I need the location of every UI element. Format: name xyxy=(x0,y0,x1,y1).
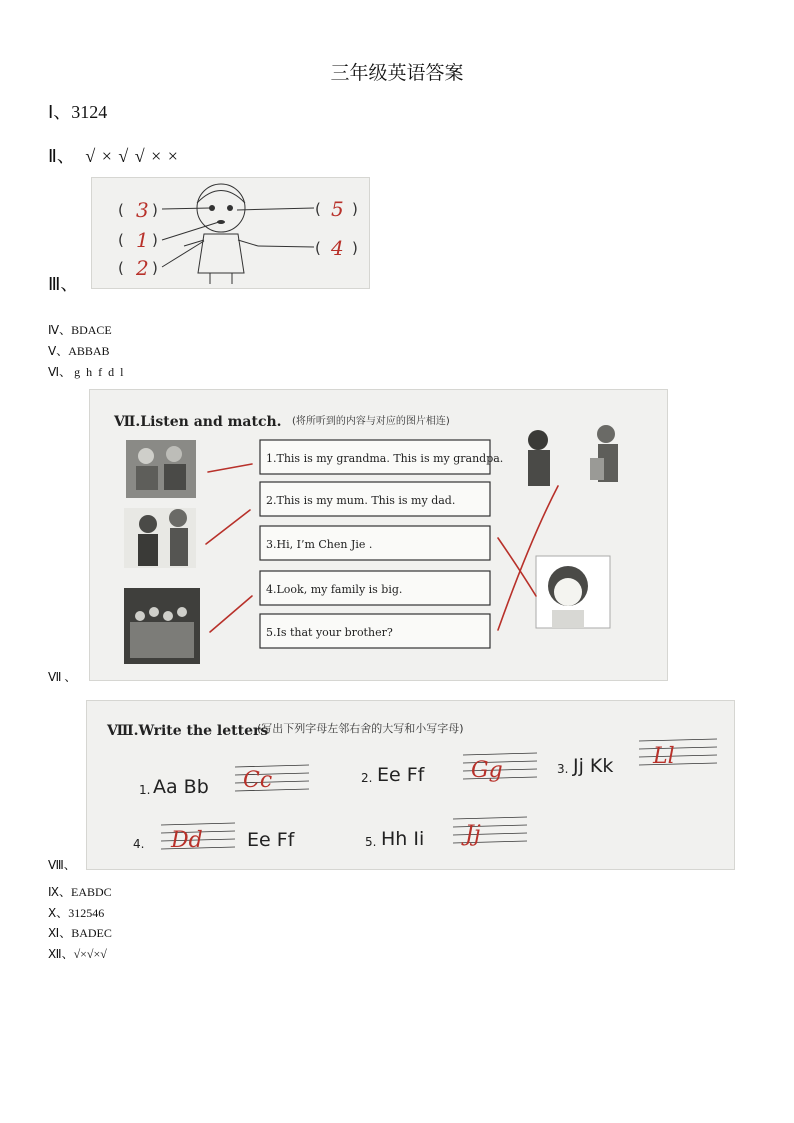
svg-text:(: ( xyxy=(315,239,321,257)
item-3-print: Jj Kk xyxy=(573,755,614,777)
vii-heading-cn: (将所听到的内容与对应的图片相连) xyxy=(292,416,450,427)
sentence-4: 4.Look, my family is big. xyxy=(266,583,403,596)
answer-5: Ⅴ、ABBAB xyxy=(48,344,110,358)
face-labeling-drawing xyxy=(92,178,369,288)
match-line-4 xyxy=(210,596,252,632)
answer-2 xyxy=(48,142,179,168)
sentence-1: 1.This is my grandma. This is my grandpa. xyxy=(266,452,504,465)
answer-3-label: Ⅲ、 xyxy=(48,274,79,294)
picture-parents xyxy=(124,508,196,568)
answer-2-marks: √ × √ √ × × xyxy=(85,146,179,166)
answer-4: Ⅳ、BDACE xyxy=(48,323,112,337)
svg-text:(: ( xyxy=(118,231,124,249)
svg-text:(: ( xyxy=(118,201,124,219)
answer-10: Ⅹ、312546 xyxy=(48,906,105,920)
svg-text:(: ( xyxy=(118,259,124,277)
sentence-5: 5.Is that your brother? xyxy=(266,626,393,639)
sentence-3: 3.Hi, I’m Chen Jie . xyxy=(266,538,373,551)
label-nose: 1 xyxy=(136,228,149,252)
item-1-num: 1. xyxy=(139,783,151,797)
answer-7-label: Ⅶ 、 xyxy=(48,670,77,684)
sentence-2: 2.This is my mum. This is my dad. xyxy=(266,494,456,507)
svg-text:): ) xyxy=(352,239,358,257)
vii-heading: Ⅶ.Listen and match. xyxy=(114,414,282,430)
answer-9: Ⅸ、EABDC xyxy=(48,885,112,899)
item-4-print: Ee Ff xyxy=(247,829,295,851)
answer-12: Ⅻ、√×√×√ xyxy=(48,947,107,961)
picture-big-family xyxy=(124,588,200,664)
item-2-print: Ee Ff xyxy=(377,764,425,786)
page-title: 三年级英语答案 xyxy=(330,62,464,84)
item-2-num: 2. xyxy=(361,771,373,785)
item-4-num: 4. xyxy=(133,837,145,851)
answer-1: Ⅰ、3124 xyxy=(48,102,108,122)
match-line-2 xyxy=(206,510,250,544)
svg-text:): ) xyxy=(152,201,158,219)
picture-chen-jie xyxy=(536,556,610,628)
write-letters-drawing xyxy=(87,701,734,869)
answer-8-label: Ⅷ、 xyxy=(48,858,76,872)
label-eye: 3 xyxy=(136,198,149,222)
item-4-hand: Dd xyxy=(171,828,203,853)
answer-6: Ⅵ、 g h f d l xyxy=(48,365,124,379)
viii-heading: Ⅷ.Write the letters xyxy=(107,723,269,739)
svg-text:): ) xyxy=(152,259,158,277)
label-ear: 5 xyxy=(331,197,344,221)
svg-text:(: ( xyxy=(315,200,321,218)
answer-11: Ⅺ、BADEC xyxy=(48,926,112,940)
picture-brothers xyxy=(528,425,618,486)
answer-2-label: Ⅱ、 xyxy=(48,146,75,166)
write-letters-image xyxy=(86,700,735,870)
item-5-hand: Jj xyxy=(465,822,481,847)
item-3-hand: Ll xyxy=(653,744,675,769)
viii-heading-cn: (写出下列字母左邻右舍的大写和小写字母) xyxy=(257,722,464,735)
match-line-1 xyxy=(208,464,252,472)
label-body: 2 xyxy=(136,256,149,280)
item-1-hand: Cc xyxy=(243,768,273,793)
item-2-hand: Gg xyxy=(471,758,503,783)
listen-match-image xyxy=(89,389,668,681)
face-labeling-image xyxy=(91,177,370,289)
picture-grandparents xyxy=(126,440,196,498)
listen-match-drawing xyxy=(90,390,667,680)
item-3-num: 3. xyxy=(557,762,569,776)
svg-text:): ) xyxy=(152,231,158,249)
label-hand: 4 xyxy=(331,236,344,260)
item-5-num: 5. xyxy=(365,835,377,849)
item-1-print: Aa Bb xyxy=(153,776,209,798)
item-5-print: Hh Ii xyxy=(381,828,425,850)
svg-text:): ) xyxy=(352,200,358,218)
